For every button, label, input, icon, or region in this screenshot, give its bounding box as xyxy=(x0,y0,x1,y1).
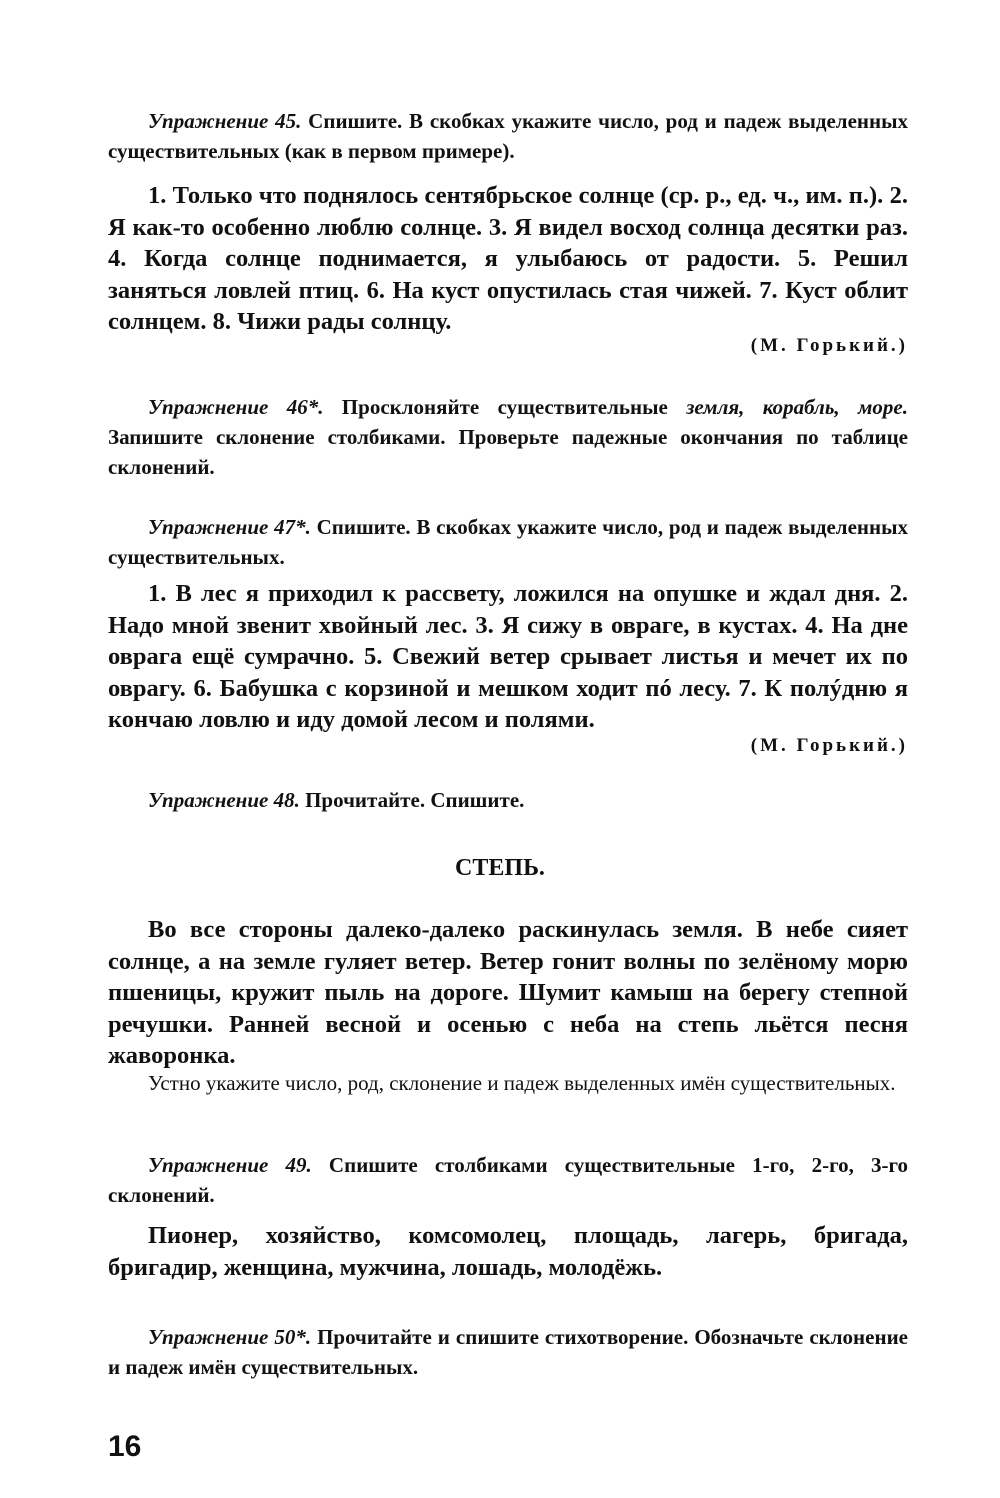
exercise-45-text: 1. Только что поднялось сентябрьское солнце (ср. р., ед. ч., им. п.). 2. Я как-то особенно люблю солнце. 3. Я видел восход солнца десятки раз. 4. Когда солнце поднимается, я улыбаюсь от радости. 5. Решил заняться ловлей птиц. 6. На куст опустилась стая чижей. 7. Куст облит солнцем. 8. Чижи рады солнцу. xyxy=(108,182,908,335)
exercise-45-instruction xyxy=(108,106,908,166)
exercise-46-words: земля, корабль, море. xyxy=(686,395,908,419)
exercise-47-text: 1. В лес я приходил к рассвету, ложился на опушке и ждал дня. 2. Надо мной звенит хвойный лес. 3. Я сижу в овраге, в кустах. 4. На дне оврага ещё сумрачно. 5. Свежий ветер срывает листья и мечет их по оврагу. 6. Бабушка с корзиной и мешком ходит пó лесу. 7. К полýдню я кончаю ловлю и иду домой лесом и полями. xyxy=(108,580,908,733)
exercise-47-instruction-text: Спишите. В скобках укажите число, род и падеж выделенных существительных. xyxy=(108,515,909,569)
exercise-48-task: Устно укажите число, род, склонение и падеж выделенных имён существительных. xyxy=(148,1071,896,1095)
exercise-48-text: Во все стороны далеко-далеко раскинулась земля. В небе сияет солнце, а на земле гуляет ветер. Ветер гонит волны по зелёному морю пшеницы, кружит пыль на дороге. Шумит камыш на берегу степной речушки. Ранней весной и осенью с неба на степь льётся песня жаворонка. xyxy=(108,916,908,1069)
text-title: СТЕПЬ. xyxy=(455,855,545,881)
exercise-48-label: Упражнение 48. xyxy=(148,788,300,812)
exercise-47-label: Упражнение 47*. xyxy=(148,515,311,539)
exercise-46-instruction xyxy=(108,392,908,482)
exercise-45-instruction-text: Спишите. В скобках укажите число, род и падеж выделенных существительных (как в первом примере). xyxy=(108,109,909,163)
page-number: 16 xyxy=(108,1430,142,1463)
exercise-48-instruction xyxy=(108,785,908,815)
exercise-47-instruction xyxy=(108,512,908,572)
exercise-45-label: Упражнение 45. xyxy=(148,109,302,133)
exercise-49-label: Упражнение 49. xyxy=(148,1153,312,1177)
exercise-46-instruction-text-b: Запишите склонение столбиками. Проверьте падежные окончания по таблице склонений. xyxy=(108,425,908,479)
exercise-50-instruction xyxy=(108,1322,908,1382)
exercise-49-instruction-text: Спишите столбиками существительные 1-го, 2-го, 3-го склонений. xyxy=(108,1153,909,1207)
exercise-50-instruction-text: Прочитайте и спишите стихотворение. Обозначьте склонение и падеж имён существительных. xyxy=(108,1325,908,1379)
exercise-49-instruction xyxy=(108,1150,908,1210)
exercise-46-instruction-text-a: Просклоняйте существительные xyxy=(323,395,687,419)
exercise-46-label: Упражнение 46*. xyxy=(148,395,324,419)
exercise-49-text: Пионер, хозяйство, комсомолец, площадь, лагерь, бригада, бригадир, женщина, мужчина, лошадь, молодёжь. xyxy=(108,1222,908,1281)
exercise-45-author: (М. Горький.) xyxy=(750,335,908,356)
exercise-47-author: (М. Горький.) xyxy=(750,735,908,756)
exercise-50-label: Упражнение 50*. xyxy=(148,1325,312,1349)
exercise-48-instruction-text: Прочитайте. Спишите. xyxy=(299,788,525,812)
